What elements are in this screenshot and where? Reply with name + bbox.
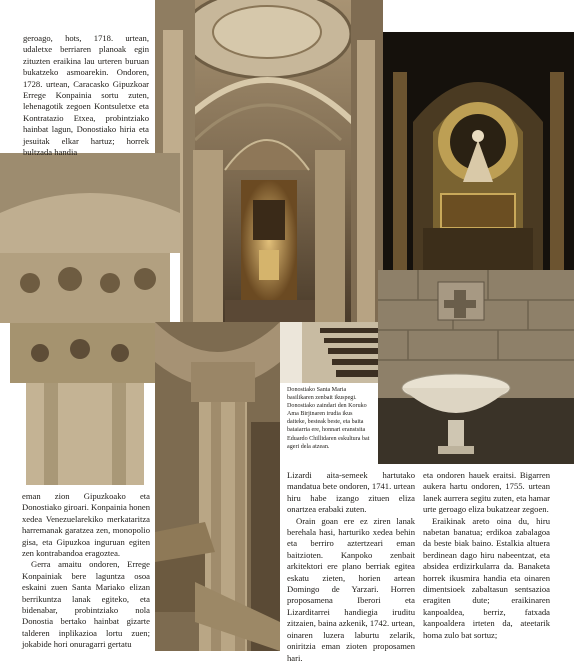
nave-pews-photo	[280, 322, 378, 383]
paragraph: Orain goan ere ez ziren lanak berehala hasi, harturiko xedea behin eta berriro aztertzeari eman baitzioten. Kanpoko zenbait arkitektori ere plano berriak egitea eskatu zieten, horien artean Domingo de Yarzari. Horren proposamena Iberori eta Lizarditarrei handiegia iruditu zitzaien, baina azkenik, 1742. urtean, oinaren luzera laburtu zelarik, oniritzia eman zioten proposamen hari.	[287, 515, 415, 663]
baptismal-font-photo	[378, 270, 574, 464]
article-text-top-left	[23, 33, 149, 158]
paragraph: geroago, hots, 1718. urtean, udaletxe berriaren planoak egin zituzten eraikina lau urteren buruan bukatzeko asmoarekin. Ondoren, 1728. urtean, Caracasko Gipuzkoar Errege Konpainia sortu zuten, lehenagotik zegoen Kontsuletxe eta Kontratazio Etxea, probintziako hainbat lagun, Donostiako hiria eta jesuitak elkar hartuz; horrek bultzada handia	[23, 33, 149, 158]
article-text-bottom-right	[423, 470, 550, 641]
paragraph: eman zion Gipuzkoako eta Donostiako giroari. Konpainia honen xedea Venezuelarekiko merkataritza harremanak garatzea zen, monopolio gisa, eta Gipuzkoa inguruan egiten zen kontrabandoa eragoztea.	[22, 491, 150, 559]
paragraph: Eraikinak areto oina du, hiru nabetan banatua; erdikoa zabalagoa da beste biak baino. Estalkia altuera berdinean dago hiru nabeentzat, eta absidea erdizirkularra da. Banaketa horrek ikusmira handia eta oinaren dimentsioek zabaltasun sentsazioa eragiten dute; eraikinaren kanpoaldea, berriz, fatxada kanpoaldera irteten da, ateetarik homa zulo bat sortuz;	[423, 515, 550, 640]
pulpit-column-photo	[155, 322, 280, 651]
photo-caption: Donostiako Santa Maria basilikaren zenbait ikuspegi. Donostiako zaindari den Koruko Ama Birjinaren irudia ikus daiteke, besteak beste, eta baita bataiarria ere, honnari eranstsita Eduardo Chillidaren eskultura bat ageri dela atzean.	[283, 383, 376, 467]
article-text-bottom-left	[22, 491, 150, 651]
paragraph: eta ondoren hauek eraitsi. Bigarren aukera hartu ondoren, 1755. urtean lanek aurrera segitu zuten, eta hamar urte geroago eliza bukatzear zegoen.	[423, 470, 550, 515]
article-text-bottom-middle	[287, 470, 415, 664]
altar-virgin-photo	[383, 32, 574, 270]
paragraph: Lizardi aita-semeek hartutako mandatua bete ondoren, 1741. urtean hiru habe izango zituen eliza onartzea erabaki zuten.	[287, 470, 415, 515]
paragraph: Gerra amaitu ondoren, Errege Konpainiak bere laguntza osoa eskaini zuen Santa Mariako elizan berrikuntza lanak egiteko, eta bidenabar, probintziako nola Donostia bertako hainbat gizarte talderen inplikazioa lortu zuen; jokabide hori onuragarri gertatu	[22, 559, 150, 650]
column-capital-photo	[0, 153, 180, 485]
nave-interior-photo	[155, 0, 383, 322]
